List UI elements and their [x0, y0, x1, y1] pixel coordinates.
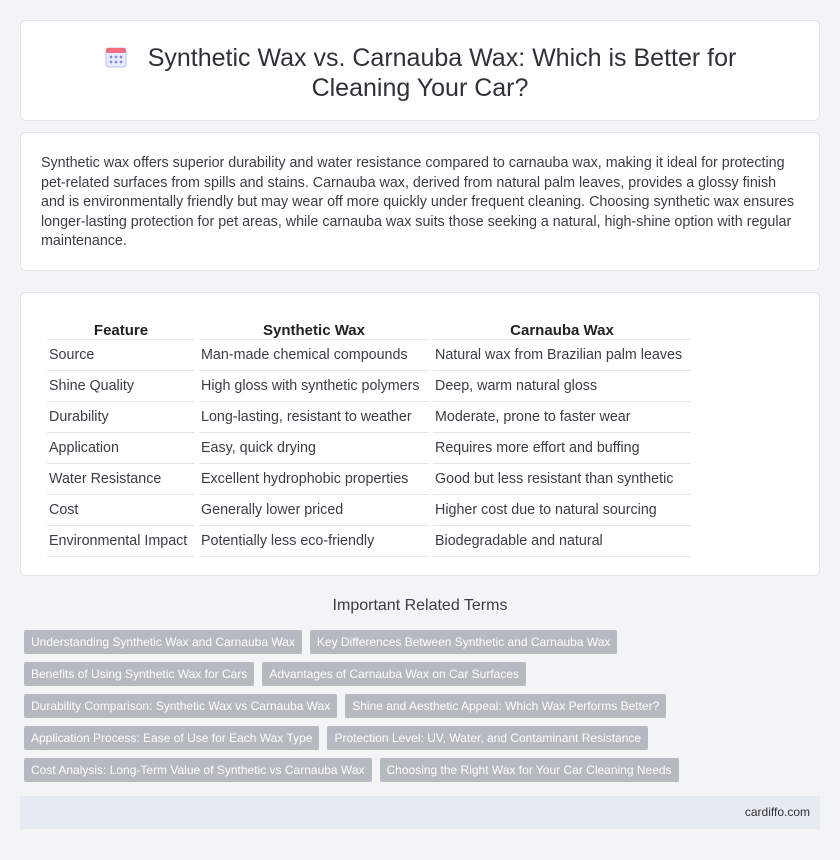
table-row	[47, 433, 691, 464]
related-terms-list	[24, 630, 824, 790]
related-term-tag[interactable]: Shine and Aesthetic Appeal: Which Wax Performs Better?	[345, 694, 666, 718]
comparison-card	[20, 292, 820, 576]
table-header-row	[47, 316, 691, 340]
table-row	[47, 495, 691, 526]
related-term-tag[interactable]: Cost Analysis: Long-Term Value of Synthetic vs Carnauba Wax	[24, 758, 372, 782]
table-cell: Easy, quick drying	[199, 433, 429, 464]
table-cell: Durability	[47, 402, 195, 433]
tag-row	[24, 694, 824, 718]
related-term-tag[interactable]: Advantages of Carnauba Wax on Car Surfaces	[262, 662, 526, 686]
table-row	[47, 402, 691, 433]
table-row	[47, 526, 691, 557]
calendar-icon	[104, 45, 128, 69]
table-cell: Natural wax from Brazilian palm leaves	[433, 340, 691, 371]
table-row	[47, 340, 691, 371]
intro-card	[20, 132, 820, 271]
tag-row	[24, 662, 824, 686]
table-cell: Application	[47, 433, 195, 464]
column-header: Carnauba Wax	[433, 316, 691, 340]
table-cell: Excellent hydrophobic properties	[199, 464, 429, 495]
table-cell: Long-lasting, resistant to weather	[199, 402, 429, 433]
table-cell: Cost	[47, 495, 195, 526]
related-term-tag[interactable]: Benefits of Using Synthetic Wax for Cars	[24, 662, 254, 686]
comparison-table	[43, 316, 695, 557]
table-cell: Man-made chemical compounds	[199, 340, 429, 371]
table-cell: Deep, warm natural gloss	[433, 371, 691, 402]
table-cell: Environmental Impact	[47, 526, 195, 557]
title-card	[20, 20, 820, 121]
related-term-tag[interactable]: Application Process: Ease of Use for Each Wax Type	[24, 726, 319, 750]
tag-row	[24, 726, 824, 750]
table-cell: Higher cost due to natural sourcing	[433, 495, 691, 526]
table-cell: Generally lower priced	[199, 495, 429, 526]
intro-paragraph: Synthetic wax offers superior durability and water resistance compared to carnauba wax, making it ideal for protecting pet-related surfaces from spills and stains. Carnauba wax, derived from natural palm leaves, provides a glossy finish and is environmentally friendly but may wear off more quickly under frequent cleaning. Choosing synthetic wax ensures longer-lasting protection for pet areas, while carnauba wax suits those seeking a natural, high-shine option with regular maintenance.	[41, 155, 795, 249]
related-term-tag[interactable]: Understanding Synthetic Wax and Carnauba Wax	[24, 630, 302, 654]
related-term-tag[interactable]: Durability Comparison: Synthetic Wax vs Carnauba Wax	[24, 694, 337, 718]
page-title	[61, 43, 779, 103]
table-cell: Water Resistance	[47, 464, 195, 495]
page-title-text: Synthetic Wax vs. Carnauba Wax: Which is Better for Cleaning Your Car?	[147, 44, 737, 102]
table-cell: Potentially less eco-friendly	[199, 526, 429, 557]
related-term-tag[interactable]: Choosing the Right Wax for Your Car Cleaning Needs	[380, 758, 679, 782]
related-term-tag[interactable]: Key Differences Between Synthetic and Carnauba Wax	[310, 630, 618, 654]
related-term-tag[interactable]: Protection Level: UV, Water, and Contaminant Resistance	[327, 726, 648, 750]
tag-row	[24, 758, 824, 782]
table-cell: Shine Quality	[47, 371, 195, 402]
table-row	[47, 371, 691, 402]
footer-bar	[20, 796, 820, 829]
table-cell: High gloss with synthetic polymers	[199, 371, 429, 402]
table-cell: Biodegradable and natural	[433, 526, 691, 557]
table-cell: Moderate, prone to faster wear	[433, 402, 691, 433]
tag-row	[24, 630, 824, 654]
column-header: Feature	[47, 316, 195, 340]
footer-site-link[interactable]: cardiffo.com	[744, 805, 810, 819]
column-header: Synthetic Wax	[199, 316, 429, 340]
table-row	[47, 464, 691, 495]
table-cell: Source	[47, 340, 195, 371]
table-cell: Requires more effort and buffing	[433, 433, 691, 464]
related-terms-heading: Important Related Terms	[332, 597, 508, 614]
table-cell: Good but less resistant than synthetic	[433, 464, 691, 495]
